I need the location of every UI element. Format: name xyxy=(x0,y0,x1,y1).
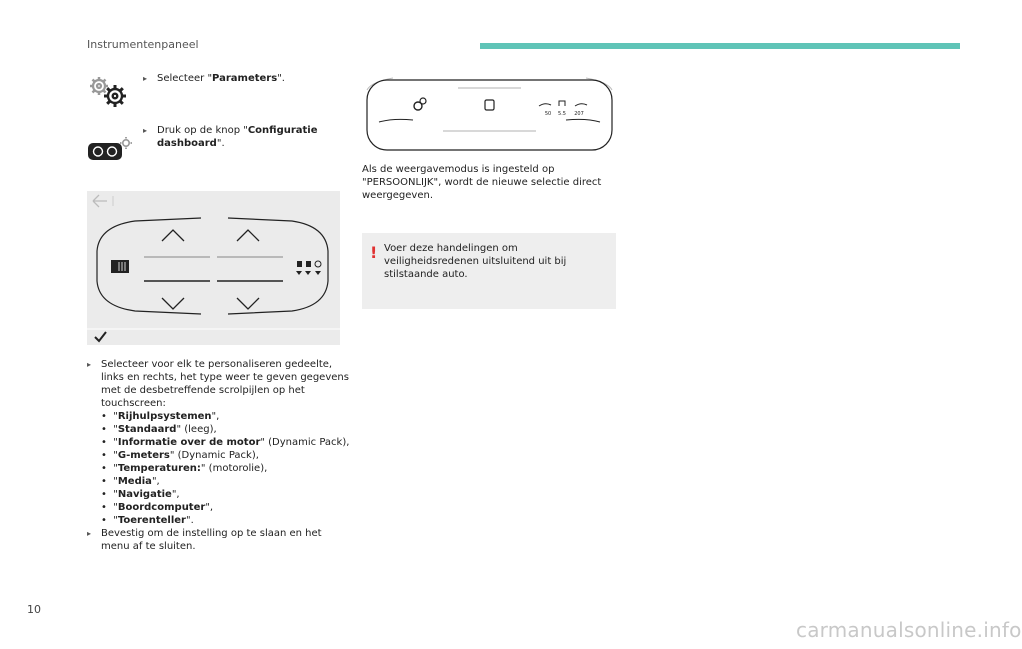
settings-gear-icon xyxy=(86,74,130,110)
list-bullet-icon: • " xyxy=(101,424,118,435)
data-type-list xyxy=(87,410,352,527)
right-scroll-down-icon xyxy=(237,298,259,309)
data-type-list-item: • "Toerenteller". xyxy=(101,515,194,526)
step-bullet-icon: ▸ xyxy=(87,360,92,369)
step-bullet-icon: ▸ xyxy=(143,74,148,83)
data-type-list-item: • "Standaard" (leeg), xyxy=(101,424,217,435)
data-type-list-item: • "Rijhulpsystemen", xyxy=(101,411,220,422)
list-bullet-icon: • " xyxy=(101,411,118,422)
data-type-list-item: • "G-meters" (Dynamic Pack), xyxy=(101,450,259,461)
safety-warning-box xyxy=(362,233,616,309)
step-press-config: ▸ Druk op de knop "Configuratie dashboard". xyxy=(143,125,318,149)
personalise-instructions xyxy=(87,358,352,553)
list-bullet-icon: • " xyxy=(101,502,118,513)
dashboard-config-icon xyxy=(86,136,134,162)
left-scroll-up-icon xyxy=(162,230,184,241)
svg-text:50: 50 xyxy=(544,111,552,117)
step-bullet-icon: ▸ xyxy=(87,529,92,538)
data-type-list-item: • "Boordcomputer", xyxy=(101,502,214,513)
step-select-parameters: ▸ Selecteer "Parameters". xyxy=(143,73,285,84)
personalise-intro: Selecteer voor elk te personaliseren gedeelte, links en rechts, het type weer te geven gegevens met de desbetreffende scrolpijlen op het touchscreen: xyxy=(101,359,349,409)
data-type-list-item: • "Navigatie", xyxy=(101,489,180,500)
confirm-instruction: Bevestig om de instelling op te slaan en het menu af te sluiten. xyxy=(101,528,322,552)
data-type-list-item: • "Informatie over de motor" (Dynamic Pack), xyxy=(101,437,350,448)
back-arrow-icon xyxy=(93,195,107,207)
list-bullet-icon: • " xyxy=(101,437,118,448)
list-bullet-icon: • " xyxy=(101,450,118,461)
section-title: Instrumentenpaneel xyxy=(87,38,199,51)
svg-text:5.5: 5.5 xyxy=(558,111,566,117)
data-type-list-item: • "Media", xyxy=(101,476,160,487)
list-bullet-icon: • " xyxy=(101,463,118,474)
warning-text: Voer deze handelingen om veiligheidsredenen uitsluitend uit bij stilstaande auto. xyxy=(384,243,567,280)
confirm-check-icon xyxy=(95,332,106,341)
mode-explanation-text: Als de weergavemodus is ingesteld op "PERSOONLIJK", wordt de nieuwe selectie direct weergegeven. xyxy=(362,164,602,201)
left-scroll-down-icon xyxy=(162,298,184,309)
list-bullet-icon: • " xyxy=(101,489,118,500)
step-bullet-icon: ▸ xyxy=(143,126,148,135)
page-number: 10 xyxy=(27,603,41,616)
instrument-cluster-illustration xyxy=(363,68,616,156)
list-bullet-icon: • " xyxy=(101,476,118,487)
header-accent-bar xyxy=(480,43,960,49)
warning-exclamation-icon: ! xyxy=(370,243,378,262)
svg-text:207: 207 xyxy=(574,111,584,117)
left-panel-widget-icon xyxy=(111,260,129,273)
right-scroll-up-icon xyxy=(237,230,259,241)
watermark: carmanualsonline.info xyxy=(796,618,1022,642)
dashboard-config-screen xyxy=(87,191,340,345)
data-type-list-item: • "Temperaturen:" (motorolie), xyxy=(101,463,268,474)
list-bullet-icon: • " xyxy=(101,515,118,526)
right-panel-widget-icon xyxy=(296,261,321,275)
